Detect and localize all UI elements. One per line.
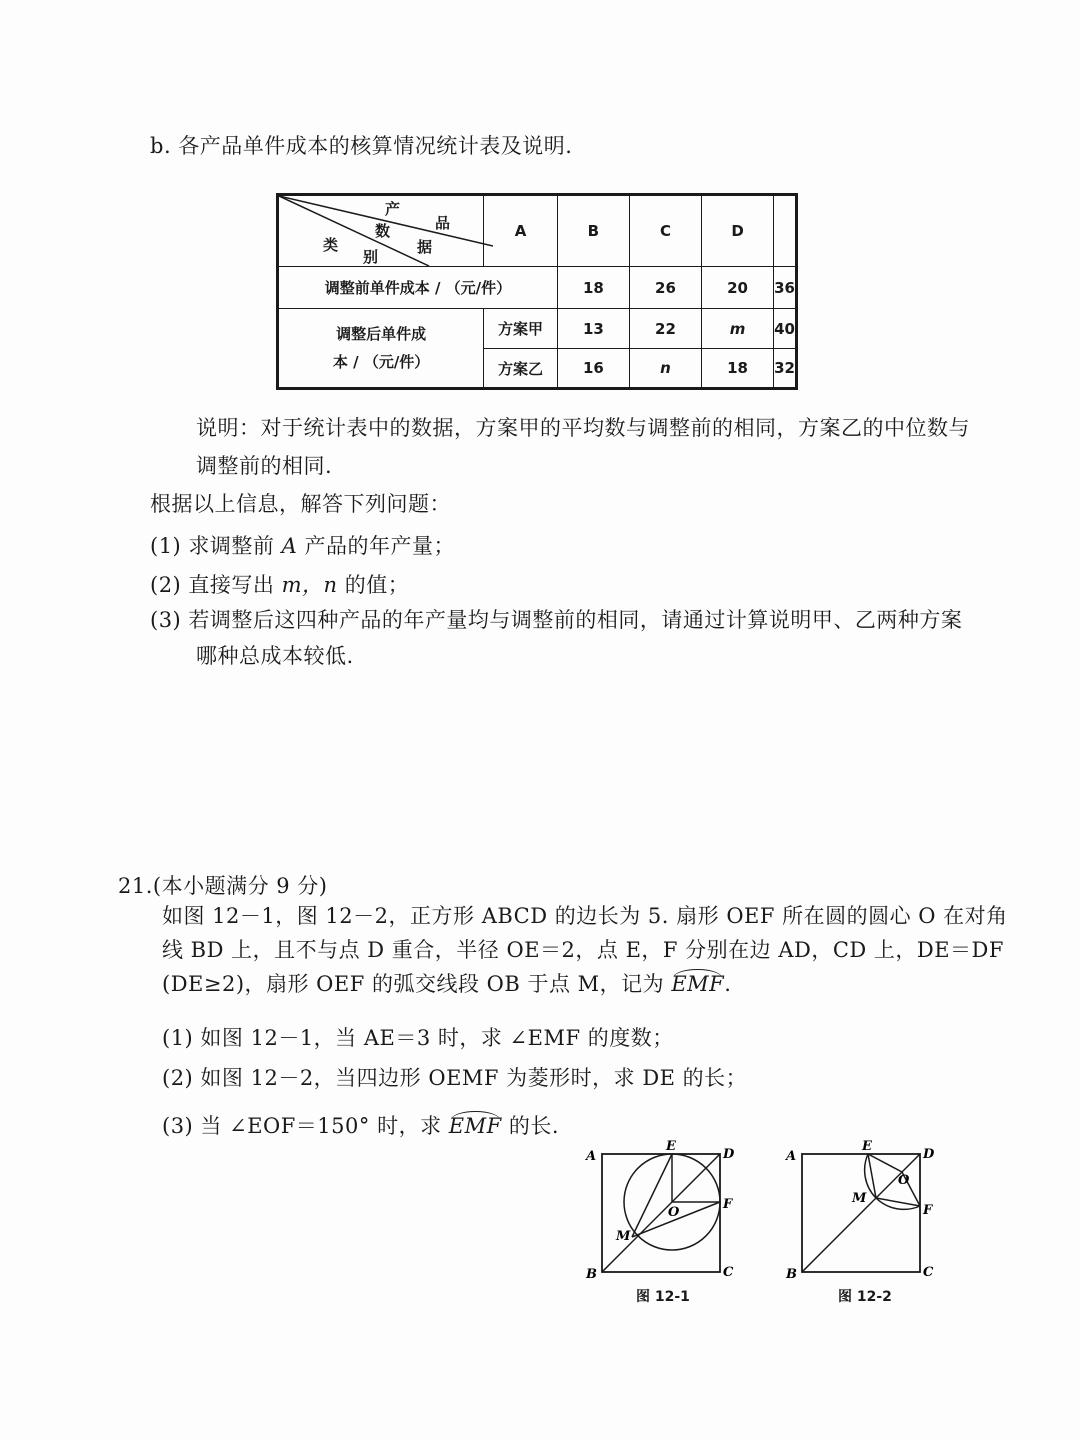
problem-21-header: 21.(本小题满分 9 分) [118, 874, 328, 898]
problem-21-line-3-post: . [724, 972, 732, 996]
corner-category-2: 别 [363, 248, 379, 266]
row-before-c: 20 [702, 267, 774, 309]
problem-21-q3-pre: (3) 当 ∠EOF＝150° 时，求 [162, 1114, 449, 1138]
fig1-label-f: F [723, 1197, 733, 1212]
plan-b-value-c: 18 [702, 349, 774, 389]
fig1-label-a: A [586, 1149, 597, 1164]
corner-data-2: 据 [417, 238, 433, 256]
question-3-line-1: (3) 若调整后这四种产品的年产量均与调整前的相同，请通过计算说明甲、乙两种方案 [150, 608, 963, 632]
row-after-label-line2: 本 / （元/件） [332, 353, 430, 371]
fig2-label-d: D [923, 1147, 935, 1162]
plan-a-value-b: 22 [629, 309, 701, 349]
row-after-label-line1: 调整后单件成 [336, 325, 427, 343]
question-1-var: A [281, 534, 298, 558]
note-line-1: 说明：对于统计表中的数据，方案甲的平均数与调整前的相同，方案乙的中位数与 [196, 416, 970, 440]
plan-a-value-c: m [702, 309, 774, 349]
corner-product-1: 产 [385, 200, 401, 218]
row-before-label: 调整前单件成本 / （元/件） [278, 267, 558, 309]
problem-21-line-2: 线 BD 上，且不与点 D 重合，半径 OE＝2，点 E，F 分别在边 AD，CD 上，DE＝DF [162, 938, 1004, 962]
section-b-title: b. 各产品单件成本的核算情况统计表及说明. [150, 134, 573, 158]
fig2-label-o: O [898, 1173, 910, 1188]
figure-12-1 [580, 1136, 750, 1286]
header-product-d: D [702, 195, 774, 267]
fig2-label-f: F [923, 1203, 933, 1218]
row-before-b: 26 [629, 267, 701, 309]
fig1-label-e: E [666, 1139, 676, 1154]
note-line-2: 调整前的相同. [196, 454, 333, 478]
fig2-label-a: A [786, 1149, 797, 1164]
plan-b-value-b: n [629, 349, 701, 389]
fig2-label-c: C [923, 1265, 934, 1280]
header-product-a: A [484, 195, 558, 267]
problem-21-q3 [162, 1110, 559, 1140]
table-corner-header [278, 195, 484, 267]
problem-21-line-1: 如图 12－1，图 12－2，正方形 ABCD 的边长为 5. 扇形 OEF 所在圆的圆心 O 在对角 [162, 904, 1008, 928]
fig2-label-e: E [862, 1139, 872, 1154]
question-3-line-2: 哪种总成本较低. [196, 644, 354, 668]
plan-a-value-d: 40 [774, 309, 797, 349]
question-2-var: m，n [281, 573, 338, 597]
corner-product-2: 品 [435, 214, 451, 232]
problem-21-q2: (2) 如图 12－2，当四边形 OEMF 为菱形时，求 DE 的长； [162, 1066, 748, 1090]
intro-text: 根据以上信息，解答下列问题： [150, 492, 451, 516]
plan-b-value-a: 16 [557, 349, 629, 389]
fig1-label-c: C [723, 1265, 734, 1280]
table-row-plan-a [278, 309, 797, 349]
plan-a-value-a: 13 [557, 309, 629, 349]
question-2-post: 的值； [337, 573, 410, 597]
fig1-label-d: D [723, 1147, 735, 1162]
plan-b-label: 方案乙 [484, 349, 558, 389]
header-product-b: B [557, 195, 629, 267]
plan-b-value-d: 32 [774, 349, 797, 389]
problem-21-line-3 [162, 968, 731, 998]
row-before-a: 18 [557, 267, 629, 309]
question-1-post: 产品的年产量； [297, 534, 455, 558]
fig1-label-b: B [586, 1267, 597, 1282]
figure-12-2-caption: 图 12-2 [838, 1289, 892, 1305]
row-after-label [278, 309, 484, 389]
corner-category-1: 类 [323, 236, 339, 254]
figure-12-1-caption: 图 12-1 [636, 1289, 690, 1305]
plan-a-label: 方案甲 [484, 309, 558, 349]
row-before-d: 36 [774, 267, 797, 309]
cost-table [276, 193, 798, 390]
fig1-label-m: M [616, 1229, 631, 1244]
question-2 [150, 569, 409, 599]
figure-12-2 [780, 1136, 950, 1286]
header-product-c: C [629, 195, 701, 267]
problem-21-line-3-pre: (DE≥2)，扇形 OEF 的弧交线段 OB 于点 M，记为 [162, 972, 672, 996]
problem-21-q1: (1) 如图 12－1，当 AE＝3 时，求 ∠EMF 的度数； [162, 1026, 674, 1050]
fig2-label-m: M [852, 1191, 867, 1206]
question-1-pre: (1) 求调整前 [150, 534, 282, 558]
question-1 [150, 530, 455, 560]
fig2-label-b: B [786, 1267, 797, 1282]
corner-data-1: 数 [375, 222, 391, 240]
fig1-label-o: O [668, 1205, 680, 1220]
table-row-before [278, 267, 797, 309]
problem-21-q3-post: 的长. [501, 1114, 560, 1138]
question-2-pre: (2) 直接写出 [150, 573, 282, 597]
arc-emf-label-q3: EMF [448, 1114, 502, 1138]
arc-emf-label: EMF [671, 972, 725, 996]
